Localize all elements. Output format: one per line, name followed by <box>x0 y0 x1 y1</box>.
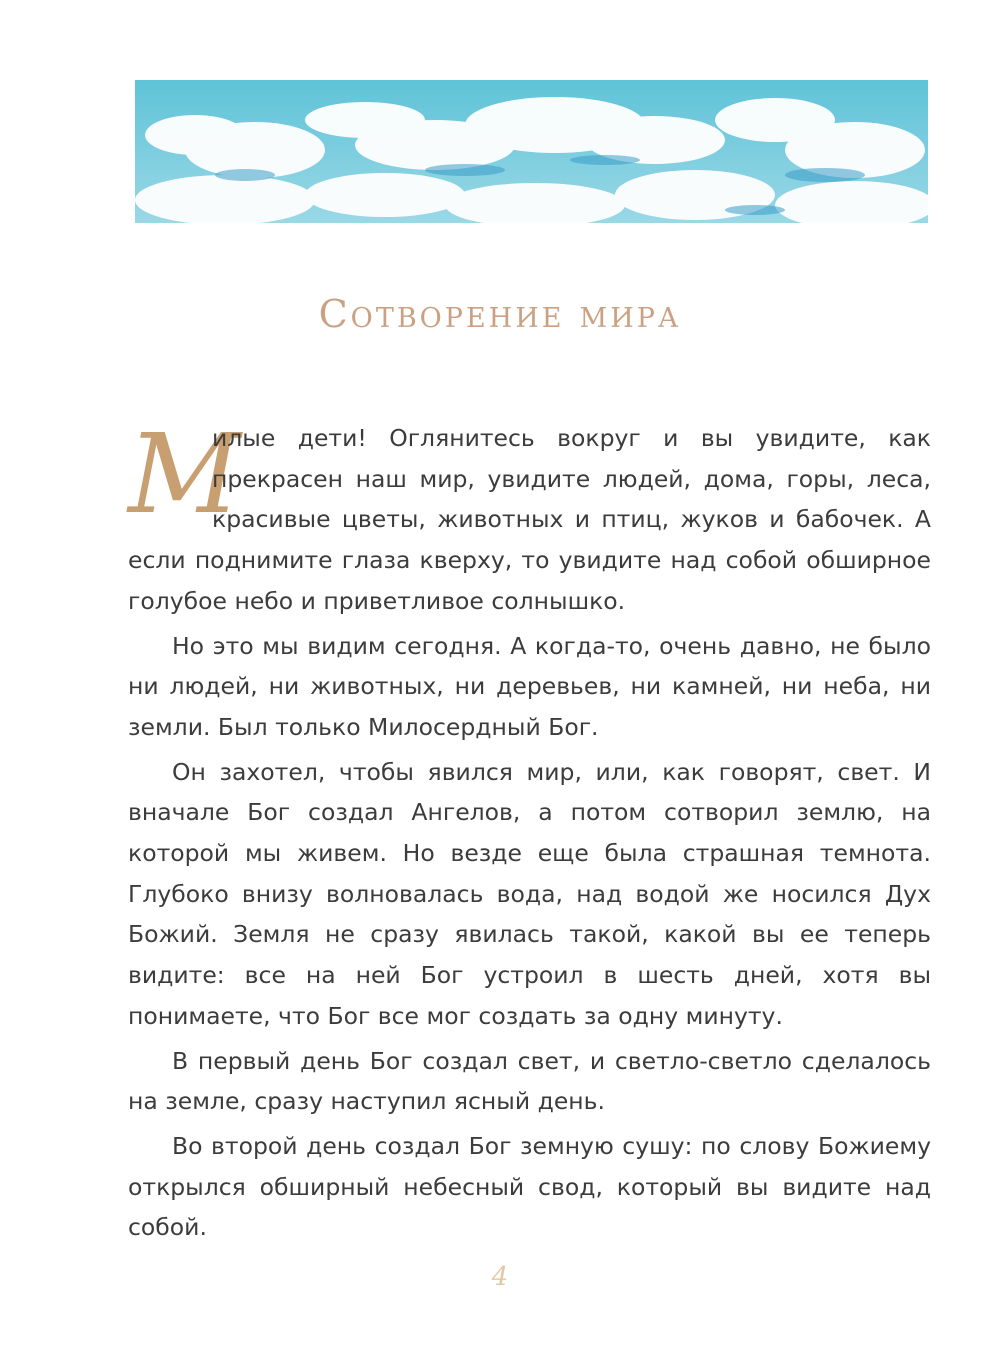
dropcap: М <box>128 410 241 538</box>
paragraph <box>128 410 931 622</box>
body-text <box>128 410 931 1252</box>
paragraph: Во второй день создал Бог земную сушу: по слову Божиему открылся обширный небесный свод, который вы видите над собой. <box>128 1131 931 1242</box>
chapter-title: Сотворение мира <box>318 292 682 336</box>
paragraph: Но это мы видим сегодня. А когда-то, очень давно, не было ни людей, ни животных, ни деревьев, ни камней, ни неба, ни земли. Был только Милосердный Бог. <box>128 631 931 741</box>
sky-illustration <box>135 80 928 223</box>
page-number: 4 <box>491 1262 509 1292</box>
clouds-icon <box>135 80 928 223</box>
paragraph: В первый день Бог создал свет, и светло-светло сделалось на земле, сразу наступил ясный день. <box>128 1046 931 1116</box>
paragraph-text: илые дети! Оглянитесь вокруг и вы увидите, как прекрасен наш мир, увидите людей, дома, горы, леса, красивые цветы, животных и птиц, жуков и бабочек. А если поднимите глаза кверху, то увидите над собой обширное голубое небо и приветливое солнышко. <box>128 424 931 615</box>
paragraph: Он захотел, чтобы явился мир, или, как говорят, свет. И вначале Бог создал Ангелов, а потом сотворил землю, на которой мы живем. Но везде еще была страшная темнота. Глубоко внизу волновалась вода, над водой же носился Дух Божий. Земля не сразу явилась такой, какой вы ее теперь видите: все на ней Бог устроил в шесть дней, хотя вы понимаете, что Бог все мог создать за одну минуту. <box>128 757 931 1030</box>
